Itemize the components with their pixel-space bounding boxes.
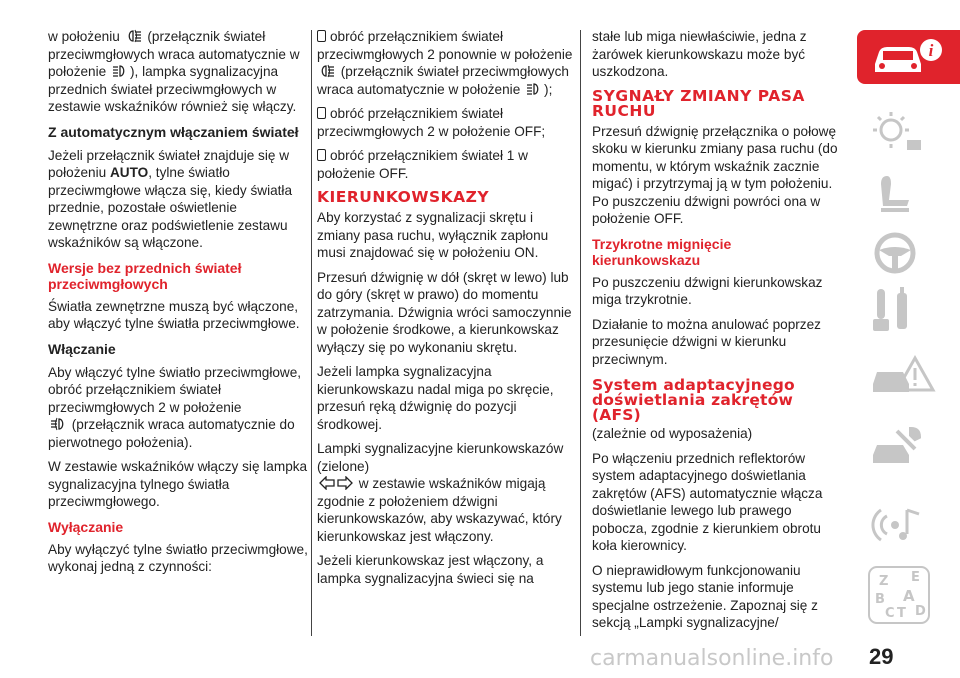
heading-turn-off: Wyłączanie xyxy=(48,518,124,535)
front-fog-light-icon xyxy=(319,64,335,78)
column-2 xyxy=(317,28,579,594)
column-divider xyxy=(580,30,581,636)
paragraph: Jeżeli przełącznik świateł znajduje się w położeniu AUTO, tylne światło przeciwmgłowe włącza się, kiedy światła przednie, pozostałe oświetlenie zewnętrzne oraz podświetlenie zestawu wskaźników są włączone. xyxy=(48,147,293,250)
bullet-item: obróć przełącznikiem świateł przeciwmgłowych 2 ponownie w położenie (przełącznik świateł przeciwmgłowych wraca automatycznie w położenie ); xyxy=(317,29,573,97)
paragraph: Po puszczeniu dźwigni kierunkowskaz miga trzykrotnie. xyxy=(592,274,823,307)
index-letter: Z xyxy=(879,574,889,589)
music-nav-icon[interactable] xyxy=(867,500,927,550)
index-letter: C xyxy=(885,606,895,621)
paragraph: w położeniu (przełącznik świateł przeciwmgłowych wraca automatycznie w położenie ), lampka sygnalizacyjna przednich świateł przeciwmgłowych w zestawie wskaźników również się włączy. xyxy=(48,29,300,114)
headlight-icon xyxy=(112,64,128,78)
paragraph: Aby wyłączyć tylne światło przeciwmgłowe, wykonaj jedną z czynności: xyxy=(48,541,308,574)
rear-fog-light-icon xyxy=(50,417,66,431)
paragraph: Jeżeli kierunkowskaz jest włączony, a lampka sygnalizacyjna świeci się na xyxy=(317,553,544,586)
headlight-icon xyxy=(526,82,542,96)
heading-turn-on: Włączanie xyxy=(48,340,116,357)
bullet-box-icon xyxy=(317,30,326,42)
paragraph: Lampki sygnalizacyjne kierunkowskazów (zielone) w zestawie wskaźników migają zgodnie z położeniem dźwigni kierunkowskazów, aby wskazywać, który kierunkowskaz jest włączony. xyxy=(317,441,564,544)
chapter-sidebar xyxy=(851,30,960,630)
paragraph: W zestawie wskaźników włączy się lampka sygnalizacyjna tylnego światła przeciwmgłowego. xyxy=(48,459,308,509)
bullet-item: obróć przełącznikiem świateł 1 w położenie OFF. xyxy=(317,148,528,181)
paragraph: Działanie to można anulować poprzez przesunięcie dźwigni w kierunku przeciwnym. xyxy=(592,316,821,367)
heading-lane-change: SYGNAŁY ZMIANY PASA RUCHU xyxy=(592,86,805,120)
column-1 xyxy=(48,28,310,583)
index-letter: T xyxy=(897,606,906,621)
dashboard-light-icon[interactable] xyxy=(867,110,927,156)
turn-signal-arrows-icon xyxy=(319,476,353,490)
bullet-item: obróć przełącznikiem świateł przeciwmgłowych 2 w położenie OFF; xyxy=(317,106,546,139)
front-fog-light-icon xyxy=(126,29,142,43)
heading-versions: Wersje bez przednich świateł przeciwmgłowych xyxy=(48,259,242,292)
auto-label: AUTO xyxy=(109,165,149,180)
car-info-icon xyxy=(869,36,949,78)
seat-icon[interactable] xyxy=(867,172,927,218)
paragraph: Aby włączyć tylne światło przeciwmgłowe, obróć przełącznikiem świateł przeciwmgłowych 2 w położenie (przełącznik wraca automatycznie do pierwotnego położenia). xyxy=(48,364,302,450)
paragraph: Jeżeli lampka sygnalizacyjna kierunkowskazu nadal miga po skręcie, przesuń ręką dźwignię do pozycji środkowej. xyxy=(317,364,554,432)
paragraph: Po włączeniu przednich reflektorów system adaptacyjnego doświetlania zakrętów (AFS) automatycznie włącza doświetlanie lewego lub prawego pobocza, zgodnie z kierunkiem obrotu koła kierownicy. xyxy=(592,450,823,553)
paragraph: Światła zewnętrzne muszą być włączone, aby włączyć tylne światła przeciwmgłowe. xyxy=(48,298,300,331)
bullet-box-icon xyxy=(317,149,326,161)
paragraph: O nieprawidłowym funkcjonowaniu systemu lub jego stanie informuje specjalne ostrzeżenie. Zapoznaj się z sekcją „Lampki sygnalizacyjne/ xyxy=(592,562,818,630)
index-icon[interactable] xyxy=(867,565,937,627)
index-letter: A xyxy=(903,587,915,605)
paragraph: Aby korzystać z sygnalizacji skrętu i zmiany pasa ruchu, wyłącznik zapłonu musi znajdować się w położeniu ON. xyxy=(317,210,549,260)
column-divider xyxy=(311,30,312,636)
heading-auto: Z automatycznym włączaniem świateł xyxy=(48,123,299,140)
heading-turn-signals: KIERUNKOWSKAZY xyxy=(317,188,490,206)
index-letter: D xyxy=(915,604,926,619)
index-letter: B xyxy=(875,592,885,607)
key-icon[interactable] xyxy=(867,285,927,335)
page-number: 29 xyxy=(869,644,894,669)
index-letter: E xyxy=(911,570,920,585)
heading-afs: System adaptacyjnego doświetlania zakrętów (AFS) xyxy=(592,376,795,424)
watermark: carmanualsonline.info xyxy=(590,646,834,671)
bullet-box-icon xyxy=(317,107,326,119)
car-warning-icon[interactable] xyxy=(867,350,937,402)
paragraph: Przesuń dźwignię przełącznika o połowę skoku w kierunku zmiany pasa ruchu (do momentu, w którym wskaźnik zacznie migać) i przytrzymaj ją w tym położeniu. Po puszczeniu dźwigni powróci ona w położenie OFF. xyxy=(592,123,838,226)
paragraph: stałe lub miga niewłaściwie, jedna z żarówek kierunkowskazu może być uszkodzona. xyxy=(592,29,807,79)
heading-triple-flash: Trzykrotne mignięcie kierunkowskazu xyxy=(592,235,732,268)
paragraph: (zależnie od wyposażenia) xyxy=(592,426,753,441)
svg-text:i: i xyxy=(928,41,934,60)
steering-wheel-icon[interactable] xyxy=(867,230,927,276)
chapter-tab-active[interactable] xyxy=(857,30,960,84)
paragraph: Przesuń dźwignię w dół (skręt w lewo) lub do góry (skręt w prawo) do momentu zatrzymania. Dźwignia wróci samoczynnie w położenie środkowe, a kierunkowskaz wyłączy się po wykonaniu skrętu. xyxy=(317,269,572,355)
wrench-car-icon[interactable] xyxy=(867,425,927,475)
column-3 xyxy=(592,28,840,639)
